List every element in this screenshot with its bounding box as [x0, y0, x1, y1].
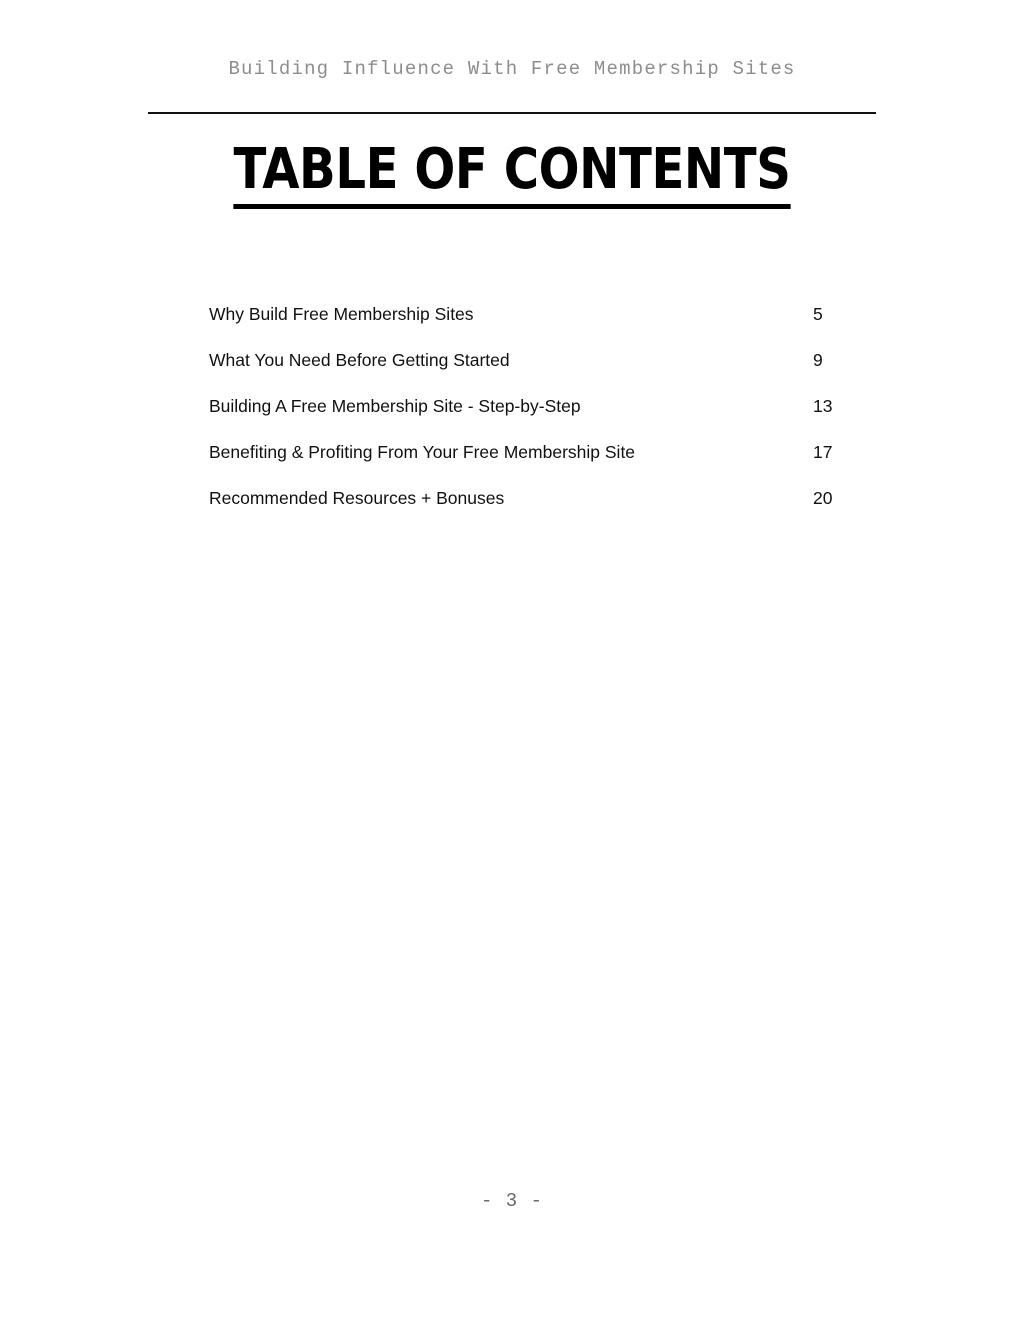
list-item[interactable]	[209, 484, 849, 530]
page-title-text: TABLE OF CONTENTS	[234, 137, 791, 209]
table-of-contents-list	[209, 300, 849, 530]
toc-entry-page: 9	[813, 350, 823, 370]
toc-entry-page: 17	[813, 442, 833, 462]
toc-entry-page: 20	[813, 488, 833, 508]
list-item[interactable]	[209, 346, 849, 392]
list-item[interactable]	[209, 438, 849, 484]
list-item[interactable]	[209, 300, 849, 346]
toc-entry-page: 5	[813, 304, 823, 324]
toc-entry-title: Why Build Free Membership Sites	[209, 304, 474, 324]
running-header: Building Influence With Free Membership Sites	[228, 58, 796, 80]
toc-entry-title: Recommended Resources + Bonuses	[209, 488, 505, 508]
header-divider	[148, 112, 876, 114]
page-number: - 3 -	[480, 1190, 543, 1212]
list-item[interactable]	[209, 392, 849, 438]
toc-entry-title: Benefiting & Profiting From Your Free Membership Site	[209, 442, 636, 462]
toc-entry-page: 13	[813, 396, 833, 416]
page-title	[72, 137, 953, 209]
toc-entry-title: What You Need Before Getting Started	[209, 350, 510, 370]
toc-entry-title: Building A Free Membership Site - Step-by-Step	[209, 396, 581, 416]
